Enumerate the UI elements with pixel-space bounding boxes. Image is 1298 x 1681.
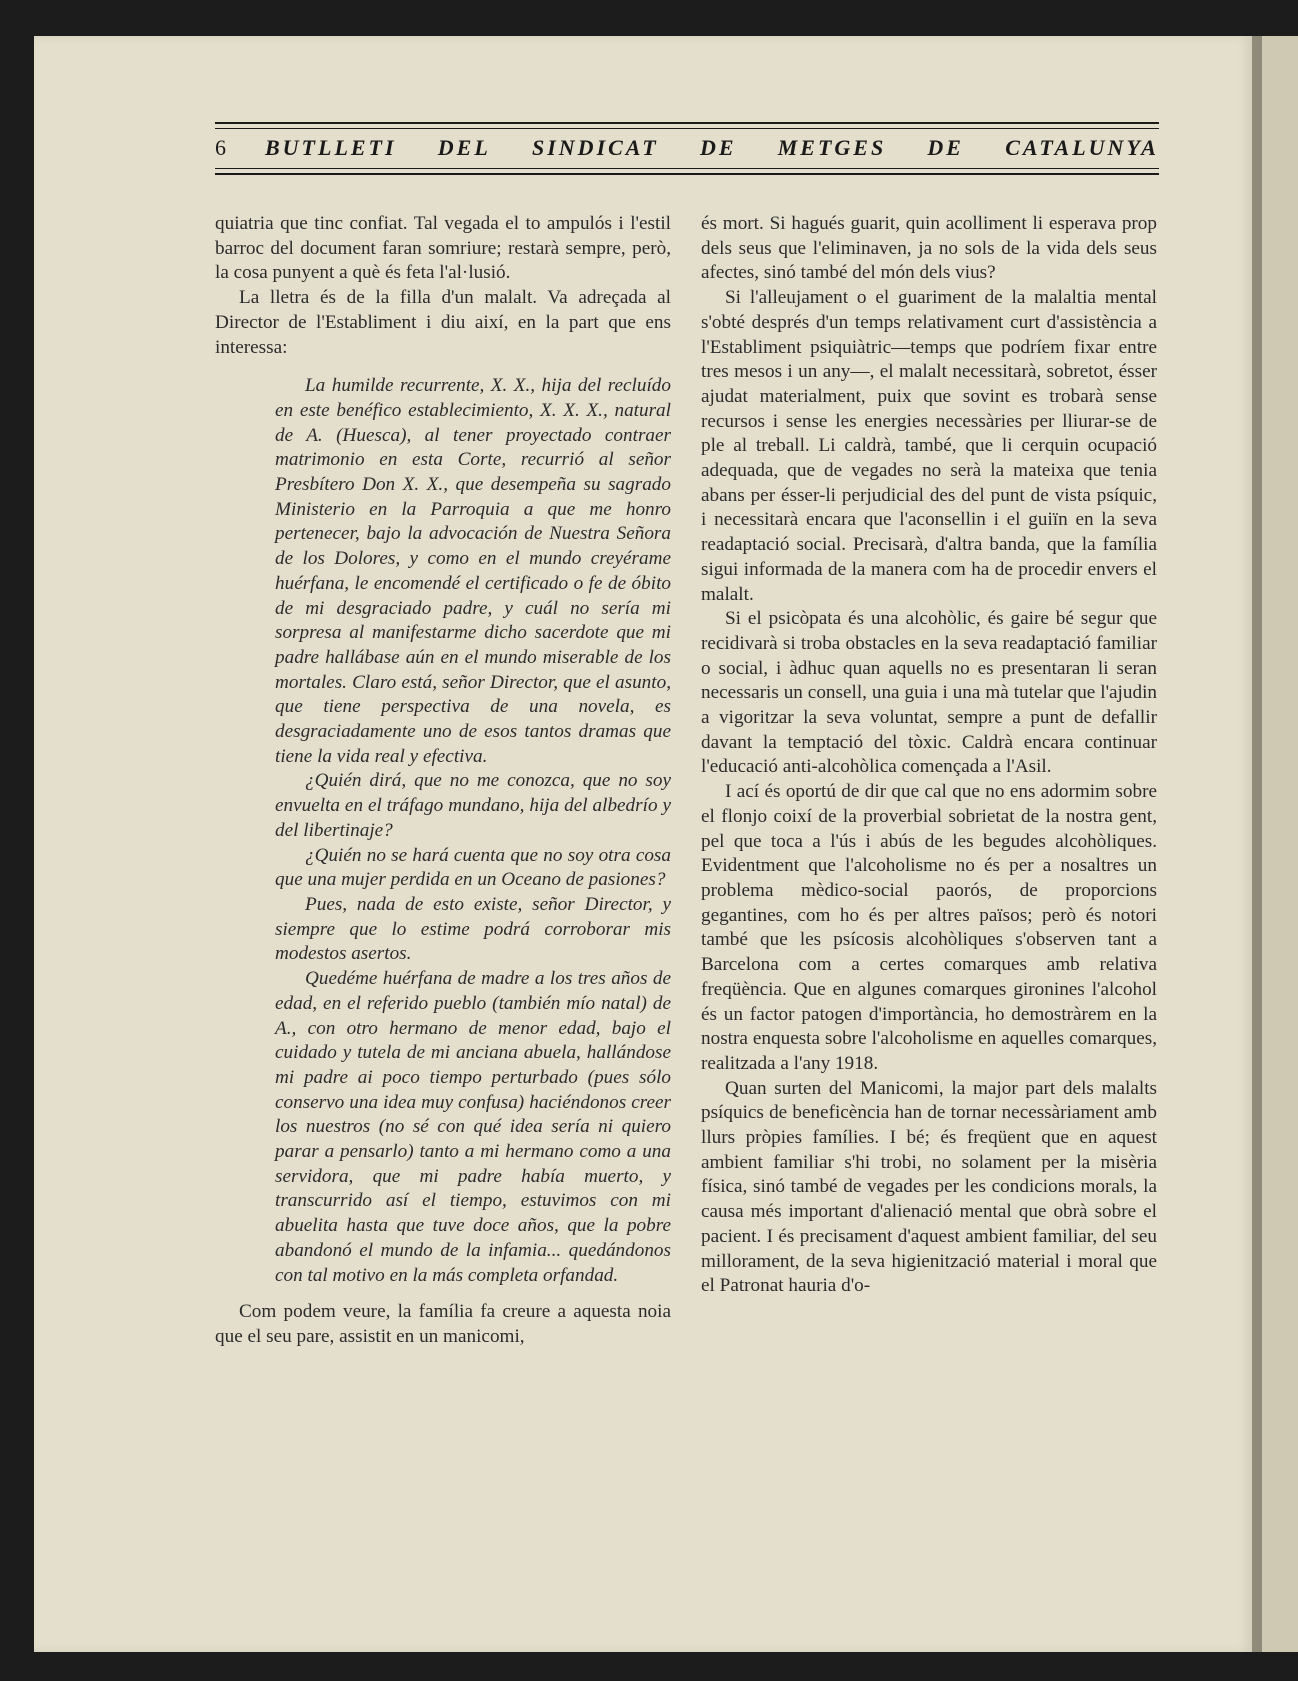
paragraph: Si l'alleujament o el guariment de la malaltia mental s'obté després d'un temps relativament curt d'assistència a l'Establiment psiquiàtric—temps que podríem fixar entre tres mesos i un any—, el malalt necessitarà, sobretot, ésser ajudat materialment, puix que sovint es trobarà sense recursos i sense les energies necessàries per lliurar-se de ple al treball. Li caldrà, també, que li cerquin ocupació adequada, que de vegades no serà la mateixa que tenia abans per ésser-li perjudicial des del punt de vista psíquic, i necessitarà encara que l'aconsellin i el guiïn en la seva readaptació social. Precisarà, d'altra banda, que la família sigui informada de la manera com ha de procedir envers el malalt.	[701, 287, 1157, 605]
title-word: METGES	[777, 135, 887, 160]
quoted-letter-paragraph: Pues, nada de esto existe, señor Director, y siempre que lo estime podrá corroborar mis modestos asertos.	[275, 893, 671, 965]
title-word: CATALUNYA	[1005, 135, 1159, 160]
paragraph: I ací és oportú de dir que cal que no ens adormim sobre el flonjo coixí de la proverbial sobrietat de la nostra gent, pel que toca a l'ús i abús de les begudes alcohòliques. Evidentment que l'alcoholisme no és per a nosaltres un problema mèdico-social paorós, de proporcions gegantines, com ho és per altres països; però és notori també que les psícosis alcohòliques s'observen tant a Barcelona com a certes comarques amb relativa freqüència. Que en algunes comarques gironines l'alcohol és un factor patogen d'importància, ho demostràrem en la nostra enquesta sobre l'alcoholisme en aquelles comarques, realitzada a l'any 1918.	[701, 781, 1157, 1074]
header-row	[215, 130, 1159, 166]
header-rule-top-thick	[215, 122, 1159, 124]
quoted-letter-paragraph: Quedéme huérfana de madre a los tres años de edad, en el referido pueblo (también mío natal) de A., con otro hermano de menor edad, bajo el cuidado y tutela de mi anciana abuela, hallándose mi padre ai poco tiempo perturbado (pues sólo conservo una idea muy confusa) haciéndonos creer los nuestros (no sé con qué idea sería ni quiero parar a pensarlo) tanto a mi hermano como a una servidora, que mi padre había muerto, y transcurrido así el tiempo, estuvimos con mi abuelita hasta que tuve doce años, que la pobre abandonó el mundo de la infamia... quedándonos con tal motivo en la más completa orfandad.	[275, 968, 671, 1286]
header-rule-bottom-thick	[215, 173, 1159, 175]
paragraph: Quan surten del Manicomi, la major part dels malalts psíquics de beneficència han de tornar necessàriament amb llurs pròpies famílies. I bé; és freqüent que en aquest ambient familiar s'hi trobi, no solament per la misèria física, sinó també de vegades per les condicions morals, la causa més important d'alienació mental que obrà sobre el pacient. I és precisament d'aquest ambient familiar, del seu millorament, de la seva higienització material i moral que el Patronat hauria d'o-	[701, 1077, 1157, 1297]
quoted-letter-paragraph: ¿Quién no se hará cuenta que no soy otra cosa que una mujer perdida en un Oceano de pasiones?	[275, 844, 671, 891]
right-column	[701, 212, 1157, 1299]
title-word: DEL	[437, 135, 491, 160]
title-word: DE	[927, 135, 964, 160]
page-number: 6	[215, 135, 226, 160]
running-header	[215, 120, 1159, 182]
left-column	[215, 212, 671, 1350]
title-word: DE	[699, 135, 737, 160]
quoted-letter-paragraph: ¿Quién dirá, que no me conozca, que no soy envuelta en el tráfago mundano, hija del albedrío y del libertinaje?	[275, 770, 671, 841]
journal-title	[265, 135, 1159, 161]
paragraph: és mort. Si hagués guarit, quin acolliment li esperava prop dels seus que l'eliminaven, ja no sols de la vida dels seus afectes, sinó també del món dels vius?	[701, 213, 1157, 284]
title-word: BUTLLETI	[265, 135, 397, 160]
paragraph: Com podem veure, la família fa creure a aquesta noia que el seu pare, assistit en un manicomi,	[215, 1301, 671, 1347]
quoted-letter-paragraph: La humilde recurrente, X. X., hija del recluído en este benéfico establecimiento, X. X. X., natural de A. (Huesca), al tener proyectado contraer matrimonio en esta Corte, recurrió al señor Presbítero Don X. X., que desempeña su sagrado Ministerio en la Parroquia a que me honro pertenecer, bajo la advocación de Nuestra Señora de los Dolores, y como en el mundo creyérame huérfana, le encomendé el certificado o fe de óbito de mi desgraciado padre, y cuál no sería mi sorpresa al manifestarme dicho sacerdote que mi padre hallábase aún en el mundo miserable de los mortales. Claro está, señor Director, que el asunto, que tiene perspectiva de una novela, es desgraciadamente uno de esos tantos dramas que tiene la vida real y efectiva.	[275, 375, 671, 767]
paragraph: Si el psicòpata és una alcohòlic, és gaire bé segur que recidivarà si troba obstacles en la seva readaptació familiar o social, i àdhuc quan aquells no es presentaran li seran necessaris un consell, una guia i una mà tutelar que l'ajudin a vigoritzar la seva voluntat, sempre a punt de defallir davant la temptació del tòxic. Caldrà encara continuar l'educació anti-alcohòlica començada a l'Asil.	[701, 608, 1157, 778]
title-word: SINDICAT	[532, 135, 659, 160]
next-page-edge	[1262, 36, 1298, 1652]
paragraph: La lletra és de la filla d'un malalt. Va adreçada al Director de l'Establiment i diu així, en la part que ens interessa:	[215, 287, 671, 358]
page-edge-shadow	[1252, 36, 1262, 1652]
header-rule-bottom-thin	[215, 168, 1159, 169]
paragraph: quiatria que tinc confiat. Tal vegada el to ampulós i l'estil barroc del document faran somriure; restarà sempre, però, la cosa punyent a què és feta l'al·lusió.	[215, 213, 671, 284]
header-rule-top-thin	[215, 128, 1159, 129]
